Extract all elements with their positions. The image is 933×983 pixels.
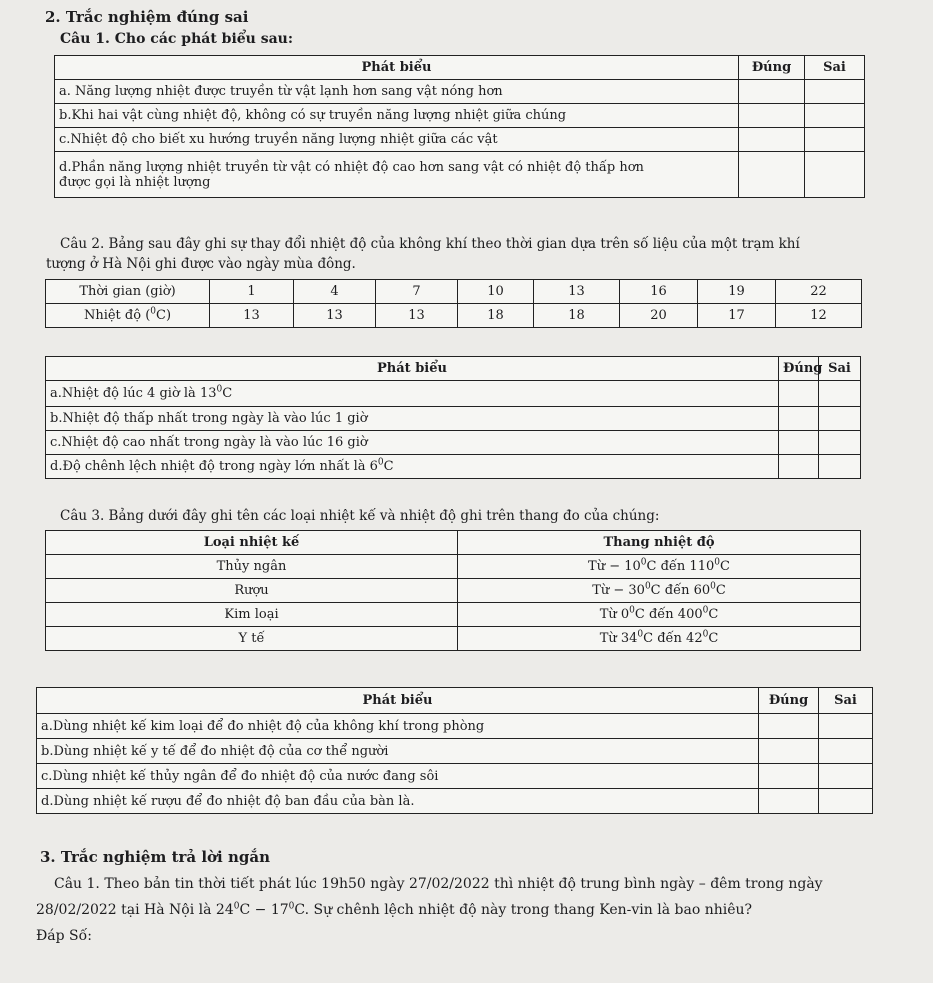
range-part: C đến 60 [650,583,711,598]
q1-line2-mid: C − 17 [239,902,289,918]
answer-true-cell[interactable] [759,714,819,739]
thermometer-type: Y tế [46,627,458,651]
table-header-row [37,688,873,714]
statement-a [46,381,779,407]
time-label: Thời gian (giờ) [46,280,210,304]
table-row [55,128,865,152]
degree-sup: 0 [644,581,651,592]
answer-true-cell[interactable] [739,80,805,104]
answer-true-cell[interactable] [779,455,819,479]
temperature-range [458,579,861,603]
degree-sup: 0 [640,557,647,568]
answer-label: Đáp Số: [36,928,92,944]
time-row [46,280,862,304]
degree-sup: 0 [714,557,720,568]
statement-d-line1: d.Phần năng lượng nhiệt truyền từ vật có nhiệt độ cao hơn sang vật có nhiệt độ thấp hơn [59,159,644,175]
answer-true-cell[interactable] [779,431,819,455]
range-part: C [708,607,719,622]
degree-sup: 0 [216,384,223,395]
header-true: Đúng [779,357,819,381]
degree-sup: 0 [637,629,644,640]
question-2-intro-line2: tượng ở Hà Nội ghi được vào ngày mùa đông. [46,256,356,272]
degree-sup: 0 [377,457,384,468]
statement-a-pre: a.Nhiệt độ lúc 4 giờ là 13 [50,386,217,401]
table-row [55,104,865,128]
answer-true-cell[interactable] [759,789,819,814]
table-row [46,431,861,455]
table-row [37,764,873,789]
range-part: C đến 42 [643,631,703,646]
statement-c: c.Nhiệt độ cho biết xu hướng truyền năng lượng nhiệt giữa các vật [55,128,739,152]
statement-d-line2: được gọi là nhiệt lượng [59,174,211,190]
temperature-row [46,304,862,328]
statement-d [46,455,779,479]
q3-statement-table [36,687,873,814]
temperature-range [458,555,861,579]
statement-b: b.Khi hai vật cùng nhiệt độ, không có sự truyền năng lượng nhiệt giữa chúng [55,104,739,128]
statement-a: a.Dùng nhiệt kế kim loại để đo nhiệt độ của không khí trong phòng [37,714,759,739]
answer-false-cell[interactable] [819,739,873,764]
time-value: 4 [294,280,376,304]
q2-temperature-table [45,279,862,328]
answer-true-cell[interactable] [739,128,805,152]
answer-false-cell[interactable] [819,381,861,407]
answer-false-cell[interactable] [819,455,861,479]
range-part: C [719,559,730,574]
table-header-row [55,56,865,80]
time-value: 16 [620,280,698,304]
header-statement: Phát biểu [55,56,739,80]
answer-true-cell[interactable] [779,407,819,431]
section-3-question-1-line2 [36,902,752,919]
answer-false-cell[interactable] [805,128,865,152]
temperature-value: 18 [534,304,620,328]
temperature-range [458,627,861,651]
table-header-row [46,531,861,555]
table-row [55,80,865,104]
q1-line2-post: C. Sự chênh lệch nhiệt độ này trong thang Ken-vin là bao nhiêu? [294,902,753,918]
answer-true-cell[interactable] [779,381,819,407]
temperature-value: 18 [458,304,534,328]
answer-false-cell[interactable] [819,764,873,789]
time-value: 13 [534,280,620,304]
range-part: C đến 400 [634,607,703,622]
question-3-intro: Câu 3. Bảng dưới đây ghi tên các loại nhiệt kế và nhiệt độ ghi trên thang đo của chúng: [60,508,660,524]
time-value: 22 [776,280,862,304]
time-value: 19 [698,280,776,304]
statement-b: b.Nhiệt độ thấp nhất trong ngày là vào lúc 1 giờ [46,407,779,431]
range-part: Từ 0 [599,607,630,622]
temp-label-pre: Nhiệt độ ( [83,308,151,323]
section-title: 2. Trắc nghiệm đúng sai [45,8,249,26]
answer-false-cell[interactable] [819,789,873,814]
table-row [37,789,873,814]
statement-d [55,152,739,198]
statement-c: c.Nhiệt độ cao nhất trong ngày là vào lúc 16 giờ [46,431,779,455]
range-part: Từ 34 [599,631,638,646]
table-row [46,627,861,651]
header-false: Sai [805,56,865,80]
thermometer-type: Thủy ngân [46,555,458,579]
answer-false-cell[interactable] [805,104,865,128]
header-false: Sai [819,688,873,714]
statement-d-pre: d.Độ chênh lệch nhiệt độ trong ngày lớn nhất là 6 [50,459,378,474]
range-part: Từ − 30 [592,583,645,598]
range-part: C [715,583,726,598]
range-part: Từ − 10 [588,559,641,574]
range-part: C [708,631,719,646]
q1-statement-table [54,55,865,198]
degree-sup: 0 [233,901,240,912]
temp-label-post: C) [156,308,172,323]
degree-sup: 0 [150,306,156,317]
temperature-value: 13 [376,304,458,328]
table-header-row [46,357,861,381]
table-row [46,455,861,479]
time-value: 7 [376,280,458,304]
answer-true-cell[interactable] [739,152,805,198]
degree-sup: 0 [288,901,295,912]
header-temperature-range: Thang nhiệt độ [458,531,861,555]
question-1-intro [60,31,293,48]
answer-true-cell[interactable] [759,764,819,789]
statement-d: d.Dùng nhiệt kế rượu để đo nhiệt độ ban đầu của bàn là. [37,789,759,814]
q1-intro-text: Câu 1. Cho các phát biểu sau: [60,31,294,47]
statement-a: a. Năng lượng nhiệt được truyền từ vật lạnh hơn sang vật nóng hơn [55,80,739,104]
q2-statement-table [45,356,861,479]
statement-d-post: C [383,459,394,474]
answer-false-cell[interactable] [805,80,865,104]
time-value: 1 [210,280,294,304]
table-row [37,714,873,739]
temperature-value: 13 [210,304,294,328]
temperature-range [458,603,861,627]
section-3-title: 3. Trắc nghiệm trả lời ngắn [40,848,270,866]
header-thermometer-type: Loại nhiệt kế [46,531,458,555]
question-2-intro-line1: Câu 2. Bảng sau đây ghi sự thay đổi nhiệt độ của không khí theo thời gian dựa trên số liệu của một trạm khí [60,236,800,252]
answer-input-area[interactable] [108,926,288,946]
answer-false-cell[interactable] [805,152,865,198]
header-true: Đúng [739,56,805,80]
header-false: Sai [819,357,861,381]
section-3-question-1-line1: Câu 1. Theo bản tin thời tiết phát lúc 19h50 ngày 27/02/2022 thì nhiệt độ trung bình ngày – đêm trong ngày [54,876,823,892]
temperature-value: 17 [698,304,776,328]
table-row [46,555,861,579]
degree-sup: 0 [629,605,635,616]
answer-true-cell[interactable] [759,739,819,764]
degree-sup: 0 [702,629,709,640]
answer-false-cell[interactable] [819,431,861,455]
answer-false-cell[interactable] [819,714,873,739]
statement-a-post: C [222,386,233,401]
time-value: 10 [458,280,534,304]
table-row [37,739,873,764]
table-row [46,579,861,603]
range-part: C đến 110 [646,559,715,574]
table-row [46,407,861,431]
degree-sup: 0 [702,605,709,616]
thermometer-type: Rượu [46,579,458,603]
temperature-label [46,304,210,328]
table-row [46,603,861,627]
temperature-value: 12 [776,304,862,328]
thermometer-type: Kim loại [46,603,458,627]
statement-b: b.Dùng nhiệt kế y tế để đo nhiệt độ của cơ thể người [37,739,759,764]
temperature-value: 13 [294,304,376,328]
header-true: Đúng [759,688,819,714]
q3-thermometer-table [45,530,861,651]
statement-c: c.Dùng nhiệt kế thủy ngân để đo nhiệt độ của nước đang sôi [37,764,759,789]
table-row [46,381,861,407]
table-row [55,152,865,198]
degree-sup: 0 [710,581,716,592]
q1-line2-pre: 28/02/2022 tại Hà Nội là 24 [36,902,234,918]
answer-false-cell[interactable] [819,407,861,431]
header-statement: Phát biểu [46,357,779,381]
header-statement: Phát biểu [37,688,759,714]
temperature-value: 20 [620,304,698,328]
answer-true-cell[interactable] [739,104,805,128]
